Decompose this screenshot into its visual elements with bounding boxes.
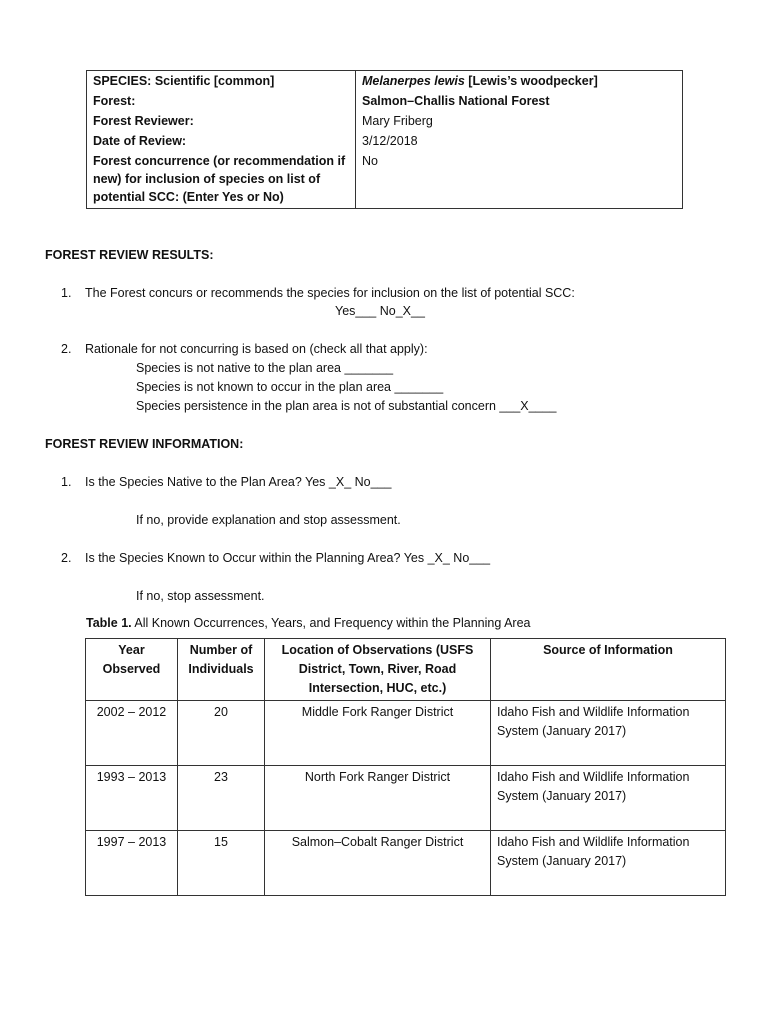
concurrence-label: Forest concurrence (or recommendation if new) for inclusion of species on list of potential SCC: (Enter Yes or No): [87, 151, 356, 209]
reason-not-known: Species is not known to occur in the plan area _______: [136, 380, 444, 394]
species-value: [356, 71, 683, 92]
row-source: Idaho Fish and Wildlife Information System (January 2017): [491, 701, 726, 766]
row-location: Middle Fork Ranger District: [265, 701, 491, 766]
row-location: North Fork Ranger District: [265, 766, 491, 831]
question-native-note: If no, provide explanation and stop assessment.: [136, 513, 401, 527]
question-native-text: Is the Species Native to the Plan Area? Yes _X_ No___: [85, 475, 392, 489]
row-count: 23: [178, 766, 265, 831]
header-source: Source of Information: [491, 639, 726, 701]
header-year-observed: Year Observed: [86, 639, 178, 701]
results-item-2-text: Rationale for not concurring is based on (check all that apply):: [85, 342, 428, 356]
results-item-2: [61, 340, 428, 358]
table1-caption-text: All Known Occurrences, Years, and Frequency within the Planning Area: [131, 616, 531, 630]
header-location: Location of Observations (USFS District, Town, River, Road Intersection, HUC, etc.): [265, 639, 491, 701]
table-row: [86, 701, 726, 766]
table1-caption-label: Table 1.: [86, 616, 132, 630]
table-row: [86, 766, 726, 831]
species-scientific: Melanerpes lewis: [362, 74, 465, 88]
results-heading: FOREST REVIEW RESULTS:: [45, 248, 214, 262]
row-year: 1997 – 2013: [86, 831, 178, 896]
row-location: Salmon–Cobalt Ranger District: [265, 831, 491, 896]
results-item-2-number: 2.: [61, 342, 72, 356]
question-native-number: 1.: [61, 475, 72, 489]
question-occur-text: Is the Species Known to Occur within the Planning Area? Yes _X_ No___: [85, 551, 491, 565]
row-count: 15: [178, 831, 265, 896]
species-common: [Lewis’s woodpecker]: [464, 74, 598, 88]
row-source: Idaho Fish and Wildlife Information System (January 2017): [491, 766, 726, 831]
results-item-1-number: 1.: [61, 286, 72, 300]
question-occur-note: If no, stop assessment.: [136, 589, 265, 603]
row-year: 1993 – 2013: [86, 766, 178, 831]
reviewer-label: Forest Reviewer:: [87, 111, 356, 131]
table-row: [86, 831, 726, 896]
table1-caption: [86, 614, 530, 632]
row-year: 2002 – 2012: [86, 701, 178, 766]
question-occur: [61, 549, 490, 567]
results-item-1-text: The Forest concurs or recommends the species for inclusion on the list of potential SCC:: [85, 286, 575, 300]
question-occur-number: 2.: [61, 551, 72, 565]
header-number-individuals: Number of Individuals: [178, 639, 265, 701]
forest-value: Salmon–Challis National Forest: [356, 91, 683, 111]
reviewer-value: Mary Friberg: [356, 111, 683, 131]
reason-not-native: Species is not native to the plan area _______: [136, 361, 394, 375]
species-label: SPECIES: Scientific [common]: [87, 71, 356, 92]
concurrence-value: No: [356, 151, 683, 209]
reason-persistence: Species persistence in the plan area is not of substantial concern ___X____: [136, 399, 557, 413]
results-item-1: [61, 284, 575, 302]
forest-label: Forest:: [87, 91, 356, 111]
question-native: [61, 473, 391, 491]
species-info-table: [86, 70, 683, 209]
information-heading: FOREST REVIEW INFORMATION:: [45, 437, 244, 451]
occurrence-table-header-row: [86, 639, 726, 701]
row-source: Idaho Fish and Wildlife Information System (January 2017): [491, 831, 726, 896]
row-count: 20: [178, 701, 265, 766]
results-item-1-answer: Yes___ No_X__: [335, 304, 425, 318]
date-label: Date of Review:: [87, 131, 356, 151]
occurrence-table: [85, 638, 726, 896]
date-value: 3/12/2018: [356, 131, 683, 151]
